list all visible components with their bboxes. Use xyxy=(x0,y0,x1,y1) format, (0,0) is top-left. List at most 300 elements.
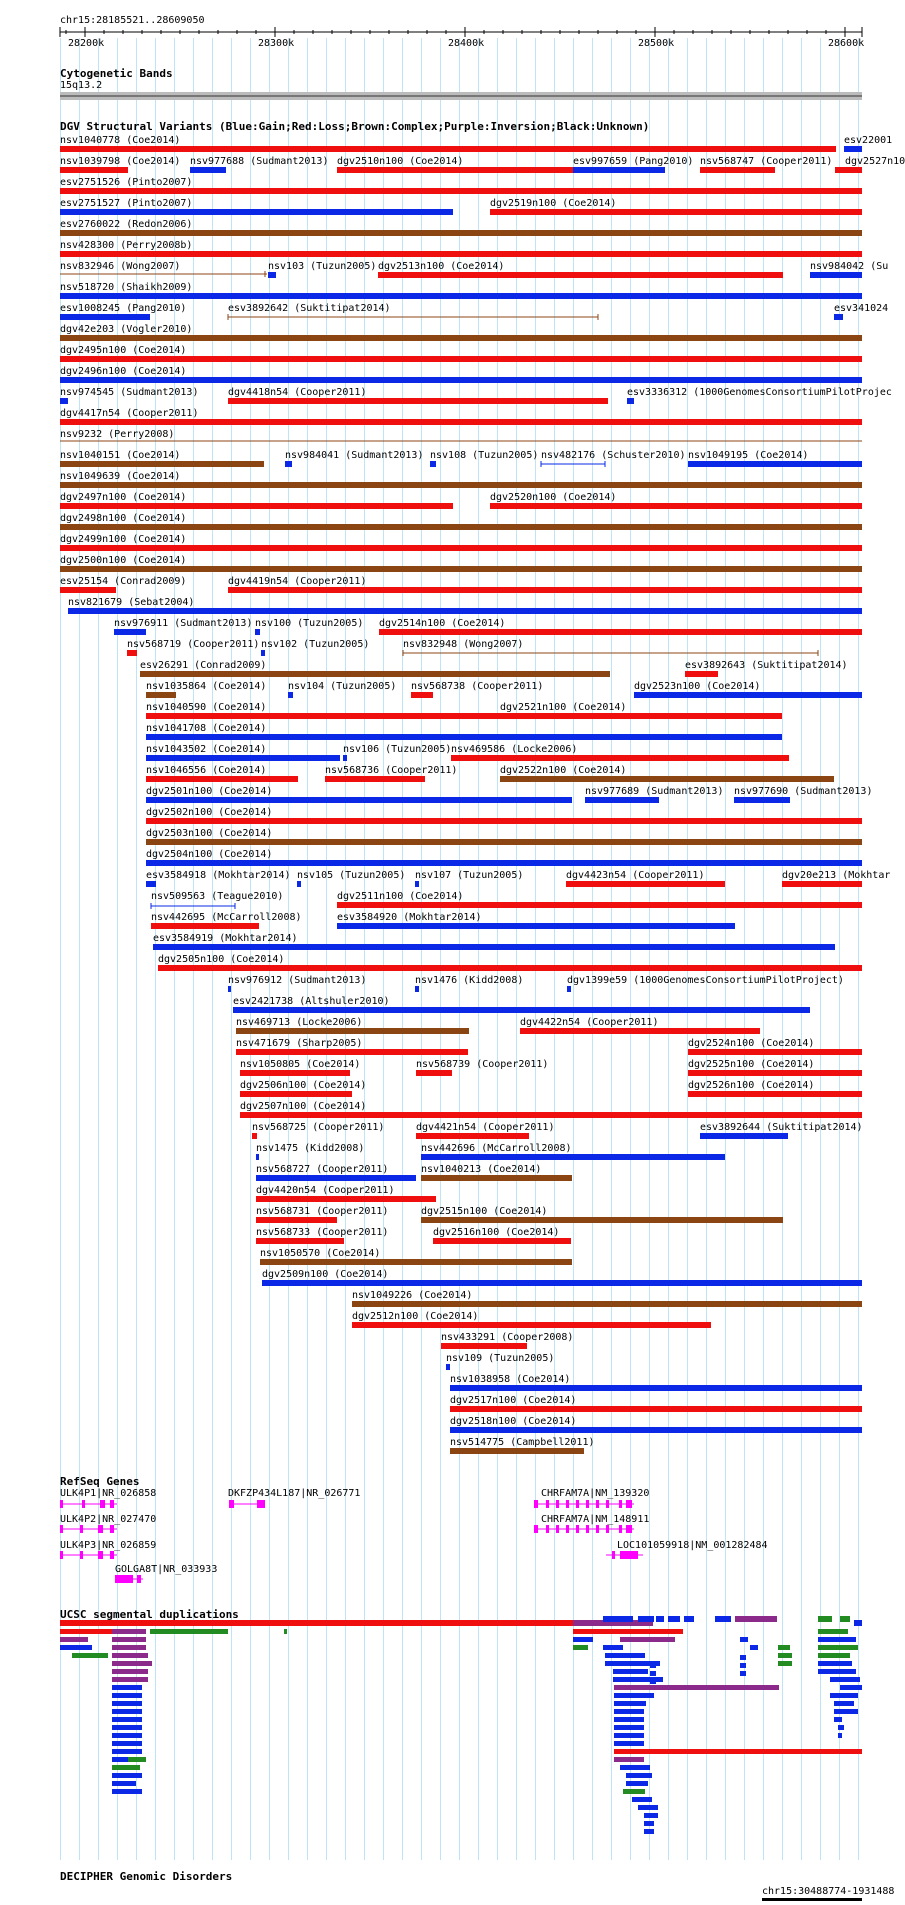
variant-label[interactable]: dgv2509n100 (Coe2014) xyxy=(262,1269,389,1280)
variant-label[interactable]: nsv518720 (Shaikh2009) xyxy=(60,282,193,293)
variant-label[interactable]: dgv2512n100 (Coe2014) xyxy=(352,1311,479,1322)
segdup-block xyxy=(112,1685,142,1690)
variant-label[interactable]: dgv2517n100 (Coe2014) xyxy=(450,1395,577,1406)
variant-bar xyxy=(60,314,150,320)
segdup-block xyxy=(614,1725,644,1730)
ruler-label[interactable]: 28600k xyxy=(828,38,865,49)
variant-bar xyxy=(411,692,433,698)
variant-bar xyxy=(810,272,862,278)
variant-label[interactable]: esv2760022 (Redon2006) xyxy=(60,219,193,230)
variant-bar xyxy=(262,1280,862,1286)
segdup-block xyxy=(614,1741,644,1746)
variant-label[interactable]: nsv108 (Tuzun2005) xyxy=(430,450,539,461)
variant-bar xyxy=(337,902,862,908)
gene-exon xyxy=(80,1551,83,1559)
variant-bar xyxy=(421,1154,725,1160)
variant-label[interactable]: nsv442695 (McCarroll2008) xyxy=(151,912,302,923)
variant-label[interactable]: nsv1040213 (Coe2014) xyxy=(421,1164,542,1175)
variant-bar xyxy=(60,377,862,383)
region-label: chr15:28185521..28609050 xyxy=(60,15,205,26)
variant-bar xyxy=(236,1028,469,1034)
variant-bar xyxy=(114,629,146,635)
segdup-block xyxy=(112,1661,152,1666)
variant-label[interactable]: nsv974545 (Sudmant2013) xyxy=(60,387,199,398)
segdup-block xyxy=(112,1773,142,1778)
variant-bar xyxy=(60,230,862,236)
variant-label[interactable]: nsv1049226 (Coe2014) xyxy=(352,1290,473,1301)
variant-bar xyxy=(500,713,782,719)
variant-label[interactable]: dgv2521n100 (Coe2014) xyxy=(500,702,627,713)
variant-label[interactable]: dgv2523n100 (Coe2014) xyxy=(634,681,761,692)
variant-bar xyxy=(500,776,834,782)
variant-label[interactable]: dgv2525n100 (Coe2014) xyxy=(688,1059,815,1070)
variant-bar xyxy=(450,1406,862,1412)
variant-bar xyxy=(844,146,862,152)
segdup-block xyxy=(120,1765,140,1770)
variant-bar xyxy=(60,167,128,173)
variant-label[interactable]: nsv821679 (Sebat2004) xyxy=(68,597,195,608)
variant-label[interactable]: dgv2524n100 (Coe2014) xyxy=(688,1038,815,1049)
gene-label[interactable]: ULK4P1|NR_026858 xyxy=(60,1488,157,1499)
gene-label[interactable]: ULK4P2|NR_027470 xyxy=(60,1514,157,1525)
variant-label[interactable]: nsv100 (Tuzun2005) xyxy=(255,618,364,629)
variant-label[interactable]: dgv2495n100 (Coe2014) xyxy=(60,345,187,356)
variant-label[interactable]: nsv568736 (Cooper2011) xyxy=(325,765,458,776)
segdup-block xyxy=(644,1821,654,1826)
variant-label[interactable]: nsv1041708 (Coe2014) xyxy=(146,723,267,734)
segdup-block xyxy=(818,1629,848,1634)
segdup-block xyxy=(150,1629,228,1634)
variant-label[interactable]: nsv1050570 (Coe2014) xyxy=(260,1248,381,1259)
variant-bar xyxy=(421,1217,783,1223)
variant-label[interactable]: nsv105 (Tuzun2005) xyxy=(297,870,406,881)
variant-bar xyxy=(260,1259,572,1265)
segdup-block xyxy=(750,1645,758,1650)
variant-label[interactable]: esv3336312 (1000GenomesConsortiumPilotProjec xyxy=(627,387,892,398)
variant-bar xyxy=(236,1049,468,1055)
variant-bar xyxy=(378,272,783,278)
variant-label[interactable]: dgv2496n100 (Coe2014) xyxy=(60,366,187,377)
segdup-block xyxy=(614,1757,644,1762)
variant-label[interactable]: dgv4418n54 (Cooper2011) xyxy=(228,387,367,398)
variant-bar xyxy=(60,146,836,152)
variant-bar xyxy=(140,671,610,677)
variant-label[interactable]: dgv4422n54 (Cooper2011) xyxy=(520,1017,659,1028)
variant-bar xyxy=(634,692,862,698)
variant-label[interactable]: dgv2500n100 (Coe2014) xyxy=(60,555,187,566)
variant-bar xyxy=(430,461,436,467)
variant-label[interactable]: dgv2498n100 (Coe2014) xyxy=(60,513,187,524)
variant-bar xyxy=(146,755,340,761)
gene-exon xyxy=(80,1525,83,1533)
variant-label[interactable]: dgv2510n100 (Coe2014) xyxy=(337,156,464,167)
ruler-label[interactable]: 28300k xyxy=(258,38,295,49)
variant-label[interactable]: dgv4419n54 (Cooper2011) xyxy=(228,576,367,587)
segdup-block xyxy=(112,1717,142,1722)
segdup-block xyxy=(614,1717,644,1722)
segdup-block xyxy=(112,1749,142,1754)
variant-label[interactable]: nsv469586 (Locke2006) xyxy=(451,744,578,755)
variant-bar xyxy=(146,839,862,845)
variant-label[interactable]: nsv568739 (Cooper2011) xyxy=(416,1059,549,1070)
variant-bar xyxy=(834,314,843,320)
variant-label[interactable]: dgv2501n100 (Coe2014) xyxy=(146,786,273,797)
variant-label[interactable]: nsv1040151 (Coe2014) xyxy=(60,450,181,461)
variant-label[interactable]: esv25154 (Conrad2009) xyxy=(60,576,187,587)
segdup-block xyxy=(112,1709,142,1714)
variant-bar xyxy=(151,923,259,929)
variant-label[interactable]: dgv4420n54 (Cooper2011) xyxy=(256,1185,395,1196)
variant-label[interactable]: nsv433291 (Cooper2008) xyxy=(441,1332,574,1343)
variant-label[interactable]: nsv104 (Tuzun2005) xyxy=(288,681,397,692)
variant-label[interactable]: nsv1039798 (Coe2014) xyxy=(60,156,181,167)
variant-label[interactable]: nsv568747 (Cooper2011) xyxy=(700,156,833,167)
variant-label[interactable]: nsv106 (Tuzun2005) xyxy=(343,744,452,755)
variant-label[interactable]: dgv2526n100 (Coe2014) xyxy=(688,1080,815,1091)
gene-exon xyxy=(619,1500,622,1508)
variant-bar xyxy=(252,1133,257,1139)
variant-label[interactable]: nsv1038958 (Coe2014) xyxy=(450,1374,571,1385)
variant-label[interactable]: dgv2522n100 (Coe2014) xyxy=(500,765,627,776)
variant-bar xyxy=(256,1175,416,1181)
gene-exon xyxy=(619,1525,622,1533)
variant-bar xyxy=(228,986,231,992)
variant-bar xyxy=(146,734,782,740)
variant-bar xyxy=(60,503,453,509)
segdup-block xyxy=(626,1773,652,1778)
segdup-block xyxy=(818,1661,852,1666)
variant-label[interactable]: nsv568719 (Cooper2011) xyxy=(127,639,260,650)
variant-label[interactable]: nsv109 (Tuzun2005) xyxy=(446,1353,555,1364)
segdup-block xyxy=(112,1781,136,1786)
gene-label[interactable]: ULK4P3|NR_026859 xyxy=(60,1540,157,1551)
gene-exon xyxy=(82,1500,85,1508)
segdup-block xyxy=(626,1781,648,1786)
segdup-block xyxy=(684,1616,694,1622)
gene-exon xyxy=(606,1500,609,1508)
variant-label[interactable]: esv3584919 (Mokhtar2014) xyxy=(153,933,298,944)
variant-label[interactable]: dgv20e213 (Mokhtar xyxy=(782,870,891,881)
variant-label[interactable]: nsv568727 (Cooper2011) xyxy=(256,1164,389,1175)
variant-label[interactable]: nsv107 (Tuzun2005) xyxy=(415,870,524,881)
variant-bar xyxy=(127,650,137,656)
variant-label[interactable]: esv3892643 (Suktitipat2014) xyxy=(685,660,848,671)
variant-label[interactable]: nsv102 (Tuzun2005) xyxy=(261,639,370,650)
variant-bar xyxy=(450,1448,584,1454)
segdup-block xyxy=(818,1653,850,1658)
gene-exon xyxy=(612,1551,615,1559)
segdup-block xyxy=(818,1645,858,1650)
variant-bar xyxy=(60,587,116,593)
variant-bar xyxy=(60,293,862,299)
segdup-block xyxy=(818,1637,856,1642)
segdup-block xyxy=(614,1733,644,1738)
variant-label[interactable]: esv2751527 (Pinto2007) xyxy=(60,198,193,209)
gene-exon xyxy=(620,1551,638,1559)
variant-bar xyxy=(146,797,572,803)
variant-label[interactable]: nsv1043502 (Coe2014) xyxy=(146,744,267,755)
variant-label[interactable]: dgv2497n100 (Coe2014) xyxy=(60,492,187,503)
variant-bar xyxy=(285,461,292,467)
variant-label[interactable]: dgv2511n100 (Coe2014) xyxy=(337,891,464,902)
variant-bar xyxy=(288,692,293,698)
variant-label[interactable]: nsv1040590 (Coe2014) xyxy=(146,702,267,713)
variant-label[interactable]: nsv1035864 (Coe2014) xyxy=(146,681,267,692)
variant-label[interactable]: nsv832948 (Wong2007) xyxy=(403,639,524,650)
variant-bar xyxy=(60,209,453,215)
variant-label[interactable]: dgv2514n100 (Coe2014) xyxy=(379,618,506,629)
ruler-label[interactable]: 28400k xyxy=(448,38,485,49)
variant-bar xyxy=(60,482,862,488)
variant-label[interactable]: esv3584920 (Mokhtar2014) xyxy=(337,912,482,923)
variant-bar xyxy=(688,1091,862,1097)
variant-label[interactable]: nsv976911 (Sudmant2013) xyxy=(114,618,253,629)
segdup-block xyxy=(620,1637,675,1642)
variant-label[interactable]: esv341024 xyxy=(834,303,889,314)
variant-bar xyxy=(256,1196,436,1202)
gene-exon xyxy=(556,1500,559,1508)
gene-exon xyxy=(98,1551,103,1559)
segdup-block xyxy=(605,1653,645,1658)
variant-label[interactable]: nsv9232 (Perry2008) xyxy=(60,429,175,440)
gene-exon xyxy=(566,1525,569,1533)
variant-bar xyxy=(573,167,665,173)
variant-bar xyxy=(60,524,862,530)
segdup-block xyxy=(603,1645,623,1650)
segdup-block xyxy=(614,1685,779,1690)
variant-bar xyxy=(60,188,862,194)
segdup-block xyxy=(614,1701,646,1706)
gene-label[interactable]: CHRFAM7A|NM_148911 xyxy=(541,1514,650,1525)
variant-label[interactable]: esv2751526 (Pinto2007) xyxy=(60,177,193,188)
gene-label[interactable]: GOLGA8T|NR_033933 xyxy=(115,1564,218,1575)
variant-label[interactable]: nsv469713 (Locke2006) xyxy=(236,1017,363,1028)
variant-label[interactable]: esv3892644 (Suktitipat2014) xyxy=(700,1122,863,1133)
segdup-block xyxy=(644,1813,658,1818)
variant-label[interactable]: dgv2519n100 (Coe2014) xyxy=(490,198,617,209)
variant-bar xyxy=(240,1091,352,1097)
variant-label[interactable]: esv3892642 (Suktitipat2014) xyxy=(228,303,391,314)
variant-label[interactable]: nsv977688 (Sudmant2013) xyxy=(190,156,329,167)
variant-bar xyxy=(240,1070,350,1076)
variant-label[interactable]: esv1008245 (Pang2010) xyxy=(60,303,187,314)
segdup-block xyxy=(284,1629,287,1634)
variant-label[interactable]: dgv4417n54 (Cooper2011) xyxy=(60,408,199,419)
variant-label[interactable]: nsv984041 (Sudmant2013) xyxy=(285,450,424,461)
segdup-block xyxy=(112,1629,146,1634)
segdup-block xyxy=(740,1663,746,1668)
variant-bar xyxy=(240,1112,862,1118)
variant-label[interactable]: nsv568733 (Cooper2011) xyxy=(256,1227,389,1238)
variant-label[interactable]: nsv976912 (Sudmant2013) xyxy=(228,975,367,986)
gene-label[interactable]: DKFZP434L187|NR_026771 xyxy=(228,1488,361,1499)
gene-exon xyxy=(137,1575,141,1583)
variant-label[interactable]: dgv2513n100 (Coe2014) xyxy=(378,261,505,272)
variant-bar xyxy=(268,272,276,278)
variant-label[interactable]: esv997659 (Pang2010) xyxy=(573,156,694,167)
variant-bar xyxy=(256,1154,259,1160)
variant-bar xyxy=(416,1133,529,1139)
segdup-block xyxy=(112,1645,146,1650)
segdup-block xyxy=(650,1671,656,1676)
variant-bar xyxy=(146,818,862,824)
variant-bar xyxy=(352,1322,711,1328)
variant-label[interactable]: nsv1040778 (Coe2014) xyxy=(60,135,181,146)
variant-bar xyxy=(700,1133,788,1139)
variant-label[interactable]: nsv471679 (Sharp2005) xyxy=(236,1038,363,1049)
variant-label[interactable]: dgv2516n100 (Coe2014) xyxy=(433,1227,560,1238)
segdup-block xyxy=(614,1693,654,1698)
variant-label[interactable]: nsv428300 (Perry2008b) xyxy=(60,240,193,251)
variant-label[interactable]: nsv442696 (McCarroll2008) xyxy=(421,1143,572,1154)
segdup-block xyxy=(72,1653,108,1658)
variant-label[interactable]: nsv1050805 (Coe2014) xyxy=(240,1059,361,1070)
variant-label[interactable]: nsv1475 (Kidd2008) xyxy=(256,1143,365,1154)
segdup-block xyxy=(613,1669,648,1674)
segdup-block xyxy=(644,1829,654,1834)
segdup-block xyxy=(112,1637,146,1642)
gene-exon xyxy=(60,1500,63,1508)
variant-bar xyxy=(566,881,725,887)
variant-label[interactable]: dgv2527n10 xyxy=(845,156,905,167)
overview-region-label: chr15:30488774-1931488 xyxy=(762,1886,895,1897)
variant-bar xyxy=(415,986,419,992)
gene-exon xyxy=(229,1500,234,1508)
variant-label[interactable]: dgv2506n100 (Coe2014) xyxy=(240,1080,367,1091)
gene-exon xyxy=(586,1500,589,1508)
gene-exon xyxy=(534,1500,538,1508)
variant-bar xyxy=(451,755,789,761)
variant-label[interactable]: nsv1049195 (Coe2014) xyxy=(688,450,809,461)
segdup-block xyxy=(638,1805,658,1810)
variant-bar xyxy=(490,209,862,215)
gene-exon xyxy=(606,1525,609,1533)
variant-label[interactable]: nsv1476 (Kidd2008) xyxy=(415,975,524,986)
segdup-block xyxy=(735,1616,777,1622)
variant-bar xyxy=(688,1070,862,1076)
variant-label[interactable]: nsv514775 (Campbell2011) xyxy=(450,1437,595,1448)
ruler-label[interactable]: 28500k xyxy=(638,38,675,49)
variant-label[interactable]: esv22001 xyxy=(844,135,893,146)
variant-label[interactable]: nsv103 (Tuzun2005) xyxy=(268,261,377,272)
gene-exon xyxy=(546,1500,549,1508)
variant-bar xyxy=(233,1007,810,1013)
variant-label[interactable]: dgv2502n100 (Coe2014) xyxy=(146,807,273,818)
variant-bar xyxy=(60,335,862,341)
gene-exon xyxy=(110,1525,114,1533)
variant-label[interactable]: dgv42e203 (Vogler2010) xyxy=(60,324,193,335)
variant-label[interactable]: nsv977689 (Sudmant2013) xyxy=(585,786,724,797)
variant-label[interactable]: dgv4423n54 (Cooper2011) xyxy=(566,870,705,881)
cytoband-track-title: Cytogenetic Bands xyxy=(60,67,173,80)
variant-label[interactable]: nsv1046556 (Coe2014) xyxy=(146,765,267,776)
gene-exon xyxy=(60,1551,63,1559)
variant-label[interactable]: dgv4421n54 (Cooper2011) xyxy=(416,1122,555,1133)
segdup-block xyxy=(573,1629,683,1634)
variant-bar xyxy=(325,776,425,782)
variant-bar xyxy=(68,608,862,614)
variant-label[interactable]: nsv568731 (Cooper2011) xyxy=(256,1206,389,1217)
segdup-block xyxy=(614,1749,862,1754)
variant-label[interactable]: nsv509563 (Teague2010) xyxy=(151,891,284,902)
overview-bar xyxy=(762,1898,862,1901)
gene-exon xyxy=(257,1500,265,1508)
gene-exon xyxy=(576,1500,579,1508)
variant-label[interactable]: nsv1049639 (Coe2014) xyxy=(60,471,181,482)
gene-exon xyxy=(115,1575,133,1583)
segdup-block xyxy=(668,1616,680,1622)
segdup-block xyxy=(840,1685,862,1690)
variant-label[interactable]: dgv2504n100 (Coe2014) xyxy=(146,849,273,860)
segdup-block xyxy=(112,1733,142,1738)
cytoband-center xyxy=(60,95,862,97)
segdup-block xyxy=(112,1725,142,1730)
variant-label[interactable]: dgv2518n100 (Coe2014) xyxy=(450,1416,577,1427)
variant-label[interactable]: nsv568738 (Cooper2011) xyxy=(411,681,544,692)
variant-label[interactable]: dgv2499n100 (Coe2014) xyxy=(60,534,187,545)
segdup-block xyxy=(112,1765,120,1770)
variant-label[interactable]: nsv482176 (Schuster2010) xyxy=(541,450,686,461)
variant-label[interactable]: nsv984042 (Su xyxy=(810,261,889,272)
variant-bar xyxy=(60,356,862,362)
variant-label[interactable]: esv26291 (Conrad2009) xyxy=(140,660,267,671)
gene-label[interactable]: LOC101059918|NM_001282484 xyxy=(617,1540,768,1551)
variant-label[interactable]: esv3584918 (Mokhtar2014) xyxy=(146,870,291,881)
variant-label[interactable]: nsv832946 (Wong2007) xyxy=(60,261,181,272)
variant-label[interactable]: esv2421738 (Altshuler2010) xyxy=(233,996,390,1007)
gene-label[interactable]: CHRFAM7A|NM_139320 xyxy=(541,1488,650,1499)
variant-bar xyxy=(146,881,156,887)
segdup-block xyxy=(834,1701,854,1706)
variant-label[interactable]: dgv1399e59 (1000GenomesConsortiumPilotProject) xyxy=(567,975,844,986)
segdup-block xyxy=(740,1637,748,1642)
gene-exon xyxy=(100,1500,105,1508)
variant-bar xyxy=(585,797,659,803)
segdup-block xyxy=(715,1616,731,1622)
variant-bar xyxy=(627,398,634,404)
variant-label[interactable]: dgv2503n100 (Coe2014) xyxy=(146,828,273,839)
variant-label[interactable]: nsv977690 (Sudmant2013) xyxy=(734,786,873,797)
dgv-track-title: DGV Structural Variants (Blue:Gain;Red:Loss;Brown:Complex;Purple:Inversion;Black:Unknown) xyxy=(60,120,650,133)
variant-bar xyxy=(228,587,862,593)
variant-bar xyxy=(734,797,790,803)
variant-label[interactable]: dgv2520n100 (Coe2014) xyxy=(490,492,617,503)
variant-bar xyxy=(255,629,260,635)
segdup-block xyxy=(818,1616,832,1622)
variant-bar xyxy=(520,1028,760,1034)
variant-bar xyxy=(337,923,735,929)
gene-exon xyxy=(556,1525,559,1533)
segdup-block xyxy=(112,1653,148,1658)
segdup-block xyxy=(830,1693,858,1698)
variant-bar xyxy=(441,1343,527,1349)
gene-exon xyxy=(534,1525,538,1533)
variant-label[interactable]: dgv2515n100 (Coe2014) xyxy=(421,1206,548,1217)
variant-label[interactable]: dgv2505n100 (Coe2014) xyxy=(158,954,285,965)
segdup-track-title: UCSC segmental duplications xyxy=(60,1608,239,1621)
segdup-block xyxy=(112,1741,142,1746)
ruler-label[interactable]: 28200k xyxy=(68,38,105,49)
segdup-block xyxy=(838,1725,844,1730)
variant-label[interactable]: dgv2507n100 (Coe2014) xyxy=(240,1101,367,1112)
segdup-block xyxy=(112,1701,142,1706)
variant-bar xyxy=(190,167,226,173)
variant-label[interactable]: nsv568725 (Cooper2011) xyxy=(252,1122,385,1133)
variant-bar xyxy=(146,860,862,866)
segdup-block xyxy=(834,1709,858,1714)
gene-exon xyxy=(60,1525,63,1533)
variant-bar xyxy=(415,881,419,887)
